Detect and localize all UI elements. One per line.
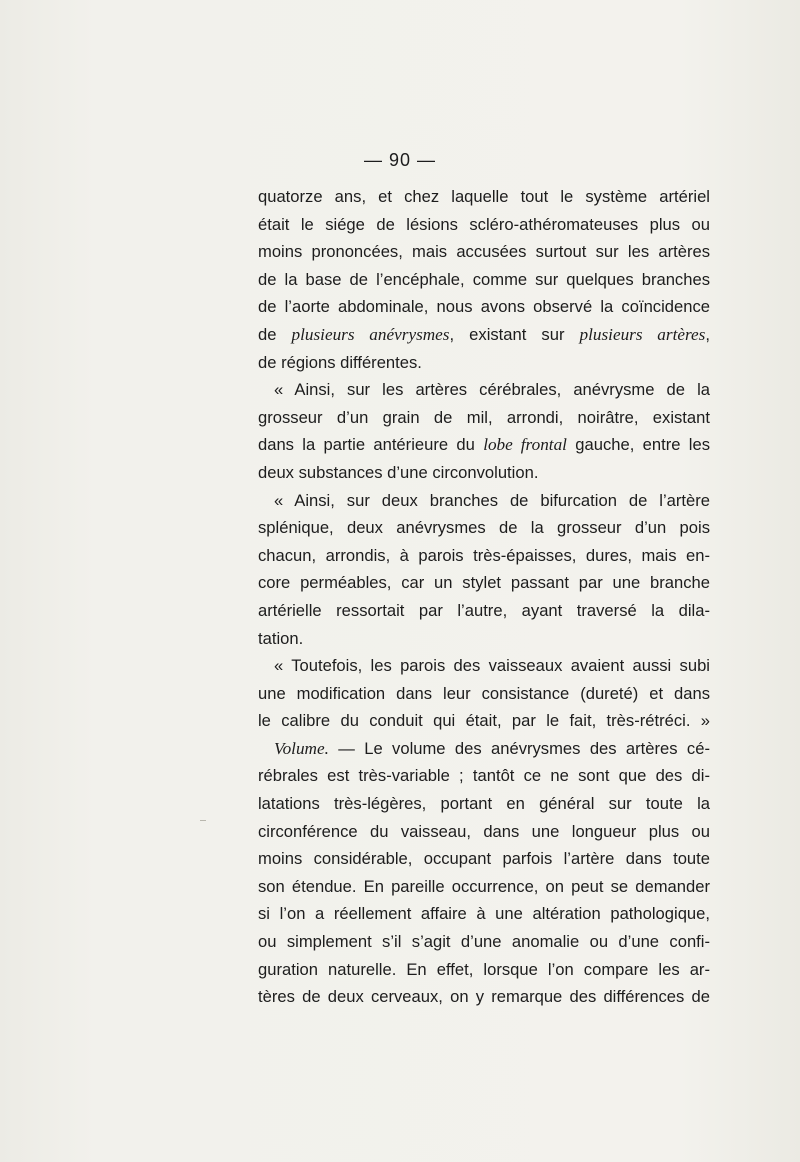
text-segment: dans la partie antérieure du	[258, 435, 484, 455]
text-segment: de	[258, 324, 292, 344]
text-line: de régions différentes.	[258, 352, 422, 372]
text-line: de l’aorte abdominale, nous avons observé la coïncidence	[258, 297, 710, 317]
text-line	[258, 321, 710, 349]
body-text	[258, 183, 710, 1011]
italic-term: lobe frontal	[483, 435, 567, 455]
text-line: le calibre du conduit qui était, par le fait, très-rétréci. »	[258, 711, 710, 731]
page-number: — 90 —	[363, 150, 437, 170]
text-segment: , existant sur	[449, 324, 580, 344]
italic-term: plusieurs anévrysmes	[291, 324, 450, 344]
text-line: deux substances d’une circonvolution.	[258, 462, 539, 482]
text-line: était le siége de lésions scléro-athéromateuses plus ou	[258, 214, 710, 234]
text-segment: « Toutefois, les parois des vaisseaux avaient aussi subi	[274, 656, 710, 676]
text-line: guration naturelle. En effet, lorsque l’on compare les ar-	[258, 959, 710, 979]
text-line	[258, 735, 710, 763]
text-line: artérielle ressortait par l’autre, ayant traversé la dila-	[258, 600, 710, 620]
text-line: moins prononcées, mais accusées surtout sur les artères	[258, 242, 710, 262]
text-line: son étendue. En pareille occurrence, on peut se demander	[258, 876, 710, 896]
text-segment: « Ainsi, sur deux branches de bifurcation de l’artère	[274, 490, 710, 510]
text-line	[258, 652, 710, 680]
text-line: splénique, deux anévrysmes de la grosseur d’un pois	[258, 518, 710, 538]
text-segment: gauche, entre les	[566, 435, 710, 455]
text-line: latations très-légères, portant en général sur toute la	[258, 794, 710, 814]
text-line: une modification dans leur consistance (dureté) et dans	[258, 683, 710, 703]
text-line	[258, 376, 710, 404]
text-segment: « Ainsi, sur les artères cérébrales, anévrysme de la	[274, 380, 710, 400]
text-line: chacun, arrondis, à parois très-épaisses, dures, mais en-	[258, 545, 710, 565]
text-line: moins considérable, occupant parfois l’artère dans toute	[258, 849, 710, 869]
text-line: tation.	[258, 628, 304, 648]
text-segment: — Le volume des anévrysmes des artères cé-	[328, 738, 710, 758]
italic-term: plusieurs artères	[579, 324, 706, 344]
text-line: quatorze ans, et chez laquelle tout le système artériel	[258, 187, 710, 206]
text-line	[258, 487, 710, 515]
text-line	[258, 431, 710, 459]
paper-mark	[200, 820, 206, 821]
text-segment: ,	[705, 324, 710, 344]
text-line: tères de deux cerveaux, on y remarque des différences de	[258, 987, 710, 1007]
text-line: circonférence du vaisseau, dans une longueur plus ou	[258, 821, 710, 841]
text-line: grosseur d’un grain de mil, arrondi, noirâtre, existant	[258, 407, 710, 427]
section-heading: Volume.	[274, 738, 329, 758]
text-line: rébrales est très-variable ; tantôt ce ne sont que des di-	[258, 766, 710, 786]
text-line: core perméables, car un stylet passant par une branche	[258, 573, 710, 593]
text-line: de la base de l’encéphale, comme sur quelques branches	[258, 269, 710, 289]
text-line: ou simplement s’il s’agit d’une anomalie ou d’une confi-	[258, 932, 710, 952]
text-line: si l’on a réellement affaire à une altération pathologique,	[258, 904, 710, 924]
